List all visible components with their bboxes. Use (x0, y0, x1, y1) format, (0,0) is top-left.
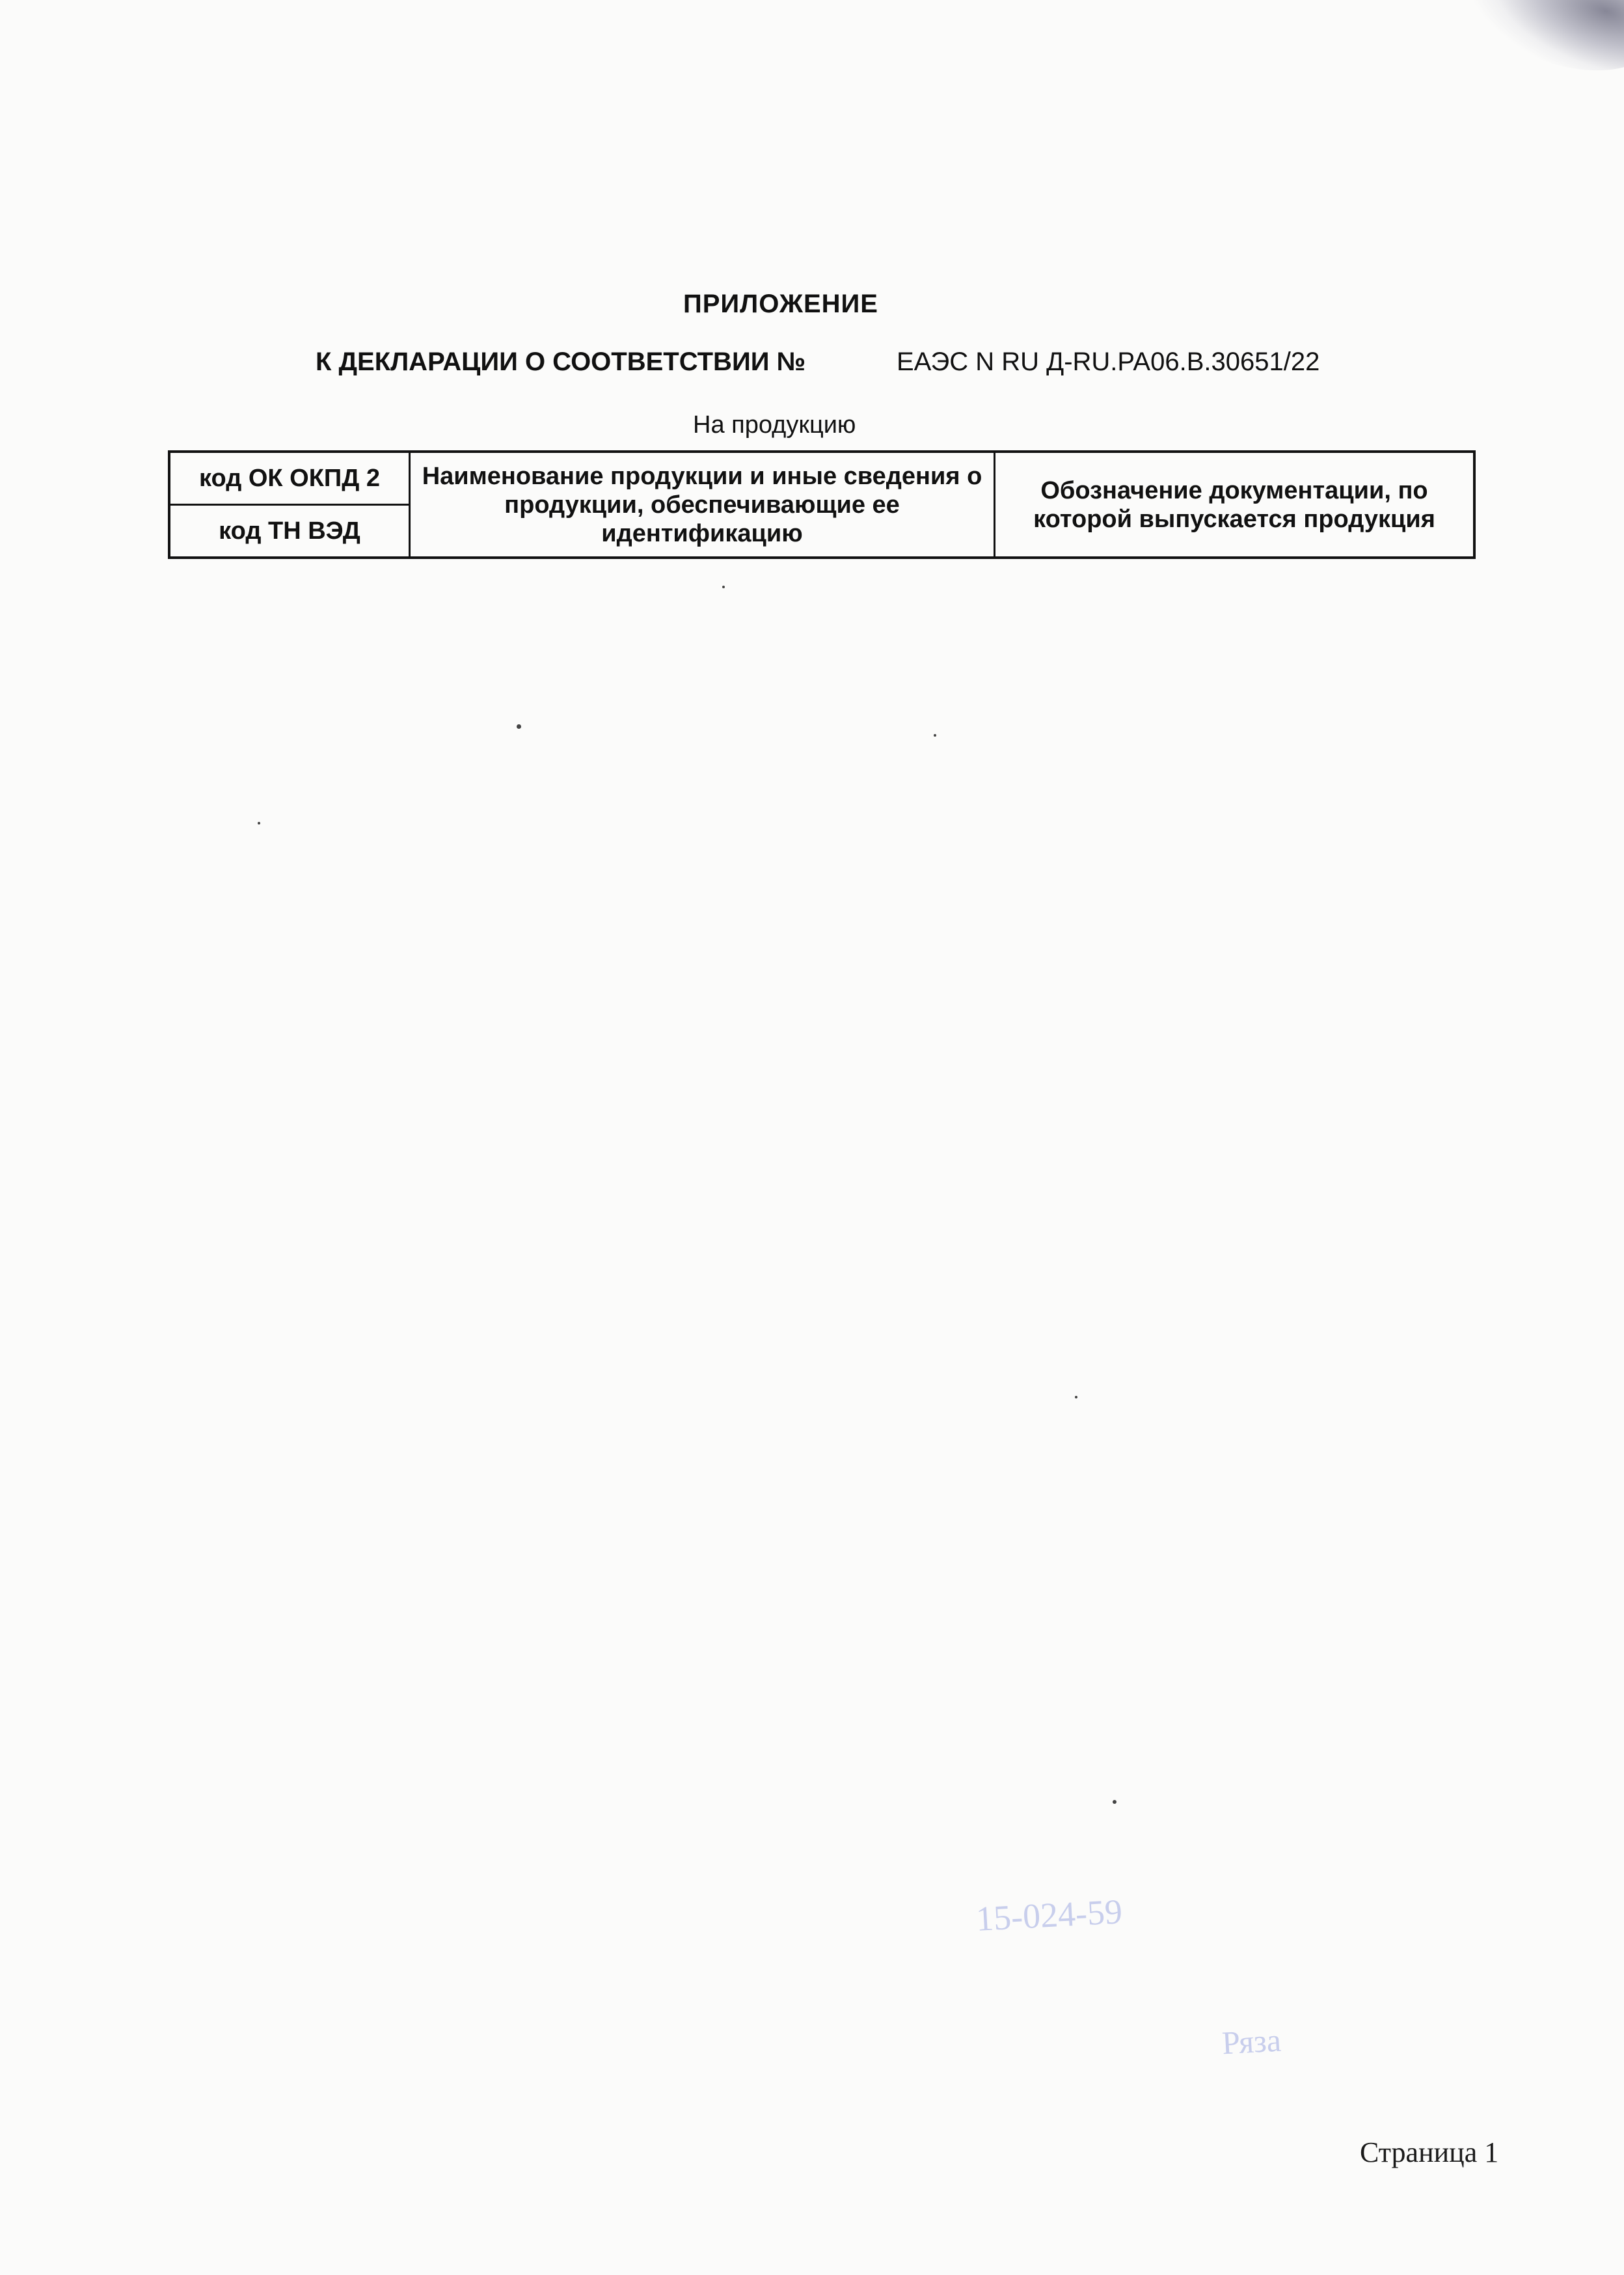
product-name-header: Наименование продукции и иные сведения о продукции, обеспечивающие ее идентификацию (410, 452, 995, 558)
scan-speck (517, 724, 521, 729)
scan-shadow (1455, 0, 1624, 92)
stamp-trace-text: Ряза (1221, 2021, 1282, 2062)
scan-speck (934, 734, 936, 737)
scan-speck (1113, 1800, 1116, 1804)
document-title: ПРИЛОЖЕНИЕ (683, 290, 878, 318)
declaration-label: К ДЕКЛАРАЦИИ О СООТВЕТСТВИИ № (316, 347, 806, 376)
tnved-code-header: код ТН ВЭД (169, 505, 410, 558)
scan-speck (722, 586, 725, 588)
scan-speck (1075, 1396, 1077, 1398)
okpd-code-header: код ОК ОКПД 2 (169, 452, 410, 505)
scan-speck (258, 822, 260, 824)
page-number: Страница 1 (1360, 2136, 1499, 2168)
documentation-header: Обозначение документации, по которой выпускается продукция (995, 452, 1475, 558)
declaration-number: ЕАЭС N RU Д-RU.РА06.В.30651/22 (897, 347, 1320, 376)
table-row (169, 452, 1474, 505)
subtitle: На продукцию (693, 411, 856, 439)
product-table (168, 450, 1476, 559)
stamp-trace-number: 15-024-59 (975, 1892, 1124, 1939)
